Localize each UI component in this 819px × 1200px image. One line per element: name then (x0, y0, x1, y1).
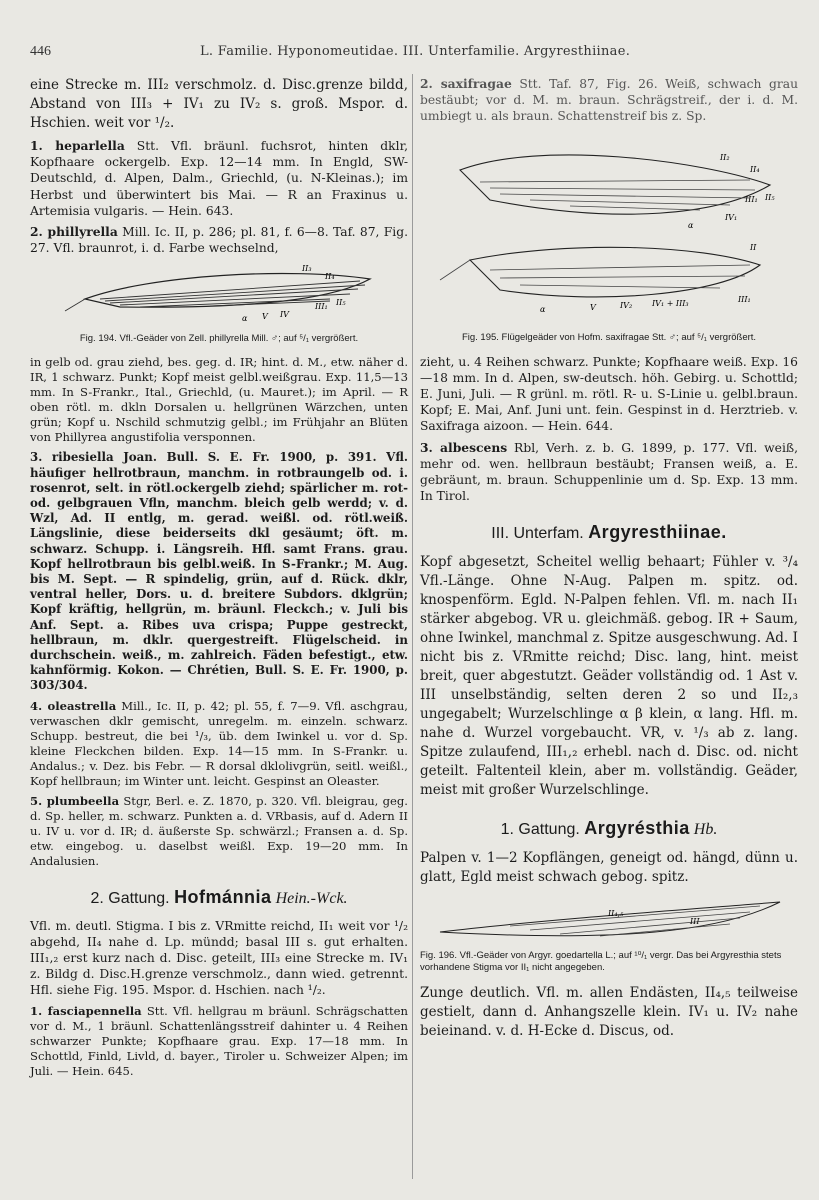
species-text: Stgr, Berl. e. Z. 1870, p. 320. Vfl. bleigrau, geg. d. Sp. heller, m. schwarz. Punkten a. d. VRbasis, auf d. Adern II u. IV u. vor d. IR; d. äußerste Sp. schwärzl.; Fransen a. d. Sp. etw. eingebog. u. daselbst weißl. Exp. 19—20 mm. In Andalusien. (30, 793, 408, 868)
vein-label: II (750, 242, 757, 252)
running-title: L. Familie. Hyponomeutidae. III. Unterfamilie. Argyresthiinae. (200, 44, 631, 59)
vein-label: II₂ (720, 152, 730, 162)
vein-label: II₄ (325, 272, 335, 282)
figure-caption: Fig. 196. Vfl.-Geäder von Argyr. goedartella L.; auf ¹⁰/₁ vergr. Das bei Argyresthia stets vorhandene Stigma vor II₁ nicht angegeben. (420, 950, 782, 974)
subfamily-heading (420, 522, 798, 543)
species-entry-ribesiella (30, 450, 408, 693)
vein-label: II₅ (765, 192, 775, 202)
vein-label: α (540, 304, 546, 314)
figure-196 (420, 892, 798, 974)
species-text-cont: zieht, u. 4 Reihen schwarz. Punkte; Kopfhaare weiß. Exp. 16—18 mm. In d. Alpen, sw-deutsch. höh. Gebirg. u. Schottld; E. Juni, Juli. — R grünl. m. rötl. R- u. S-Linie u. gelbl.braun. Kopf; E. Mai, Anf. Juni unt. fein. Gespinst in d. Herztrieb. v. Saxifraga aizoon. — Hein. 644. (420, 354, 798, 434)
wing-venation-diagram (420, 892, 798, 948)
vein-label: V (262, 312, 268, 322)
species-name: 1. heparlella (30, 138, 125, 153)
heading-prefix: III. Unterfam. (491, 525, 589, 543)
vein-label: IV₁ (725, 212, 738, 222)
vein-label: II₅ (336, 298, 346, 308)
vein-label: II₃ (302, 264, 312, 274)
running-header (30, 44, 790, 66)
species-entry-saxifragae (420, 76, 798, 125)
vein-label: III (690, 917, 700, 927)
species-entry-heparella (30, 138, 408, 219)
figure-195 (420, 130, 798, 344)
species-name: 2. saxifragae (420, 76, 512, 91)
vein-label: IV₂ (620, 300, 633, 310)
species-name: 2. phillyrella (30, 224, 118, 240)
species-entry-plumbeella (30, 794, 408, 869)
intro-paragraph: eine Strecke m. III₂ verschmolz. d. Disc.grenze bildd, Abstand von III₃ + IV₁ zu IV₂ s. groß. Mspor. d. Hschien. weit vor ¹/₂. (30, 77, 408, 131)
subfamily-description: Kopf abgesetzt, Scheitel wellig behaart; Fühler v. ³/₄ Vfl.-Länge. Ohne N-Aug. Palpen m. spitz. od. knospenförm. Egld. N-Palpen fehlen. Vfl. m. nach II₁ stärker abgebog. VR u. gleichmäß. gebog. IR + Saum, ohne Iwinkel, manchmal z. Spitze ausgeschwung. Ad. I nicht bis z. VRmitte reichd; Disc. lang, hint. meist breit, quer abgestutzt. Geäder vollständig od. 1 Ast v. III unselbständig, selten deren 2 so und II₂,₃ ungegabelt; Wurzelschlinge α β klein, α lang. Hfl. m. nahe d. Wurzel vorgebaucht. VR, v. ¹/₃ ab z. lang. Spitze zulaufend, III₁,₂ erhebl. nach d. Disc. od. nicht geteilt. Faltenteil klein, aber m. vollständig. Geäder, meist mit großer Wurzelschlinge. (420, 554, 798, 799)
species-text: Mill. Ic. II, p. 286; pl. 81, f. 6—8. Taf. 87, Fig. 27. Vfl. braunrot, i. d. Farbe wechselnd, (30, 225, 408, 256)
vein-label: III₁ (745, 194, 758, 204)
vein-label: IV₁ + III₃ (652, 298, 689, 308)
genus-description: Palpen v. 1—2 Kopflängen, geneigt od. hängd, dünn u. glatt, Egld meist schwach gebog. spitz. (420, 850, 798, 886)
left-column (30, 76, 408, 1084)
genus-name: Argyrésthia (584, 818, 690, 839)
species-entry-albescens (420, 440, 798, 505)
species-name: 1. fasciapennella (30, 1003, 142, 1018)
vein-label: II₄,₅ (608, 909, 624, 919)
genus-description-cont: Zunge deutlich. Vfl. m. allen Endästen, II₄,₅ teilweise gestielt, dann d. Anhangszelle klein. IV₁ u. IV₂ nahe beieinand. v. d. H-Ecke d. Discus, od. (420, 985, 798, 1040)
species-text: Stt. Taf. 87, Fig. 26. Weiß, schwach grau bestäubt; vor d. M. m. braun. Schrägstreif., der i. d. M. umbiegt u. als braun. Schattenstreif bis z. Sp. (420, 77, 799, 124)
figure-caption: Fig. 194. Vfl.-Geäder von Zell. phillyrella Mill. ♂; auf ⁵/₁ vergrößert. (79, 333, 359, 345)
wing-venation-diagram (30, 261, 408, 331)
species-text: Stt. Vfl. bräunl. fuchsrot, hinten dklr, Kopfhaare ockergelb. Exp. 12—14 mm. In Engld, SW-Deutschld, d. Alpen, Dalm., Griechld, (u. N-Kleinas.); im Herbst und überwintert bis Mai. — R an Fraxinus u. Artemisia vulgaris. — Hein. 643. (30, 139, 408, 218)
species-entry-oleastrella (30, 699, 408, 789)
species-name: 3. ribesiella (30, 450, 114, 465)
species-entry-fasciapennella (30, 1004, 408, 1079)
genus-heading-argyresthia (420, 818, 798, 839)
vein-label: IV (280, 310, 289, 320)
wing-venation-diagram (420, 130, 798, 330)
page-number: 446 (30, 44, 51, 59)
species-text: Stt. Vfl. hellgrau m bräunl. Schrägschatten vor d. M., 1 bräunl. Schattenlängsstreif dahinter u. 4 Reihen schwarzer Punkte; Kopfhaare grau. Exp. 17—18 mm. In Schottld, Finld, Livld, d. bayer., Tiroler u. Schweizer Alpen; im Juli. — Hein. 645. (30, 1003, 408, 1078)
species-text: Mill., Ic. II, p. 42; pl. 55, f. 7—9. Vfl. aschgrau, verwaschen dklr gemischt, unregelm. m. einzeln. schwarz. Schupp. bestreut, die bei ¹/₃, üb. dem Iwinkel u. vor d. Sp. kleine Fleckchen bilden. Exp. 14—15 mm. In S-Frankr. u. Andalus.; v. Dez. bis Febr. — R dorsal dklolivgrün, seitl. weißl., Kopf hellbraun; im Winter unt. leicht. Gespinst an Oleaster. (30, 698, 408, 788)
species-name: 5. plumbeella (30, 793, 120, 808)
species-name: 4. oleastrella (30, 698, 117, 713)
genus-author: Hb. (689, 821, 718, 839)
species-entry-phillyrella (30, 224, 408, 256)
species-text: Joan. Bull. S. E. Fr. 1900, p. 391. Vfl. häufiger hellrotbraun, manchm. in rotbraungelb od. i. rosenrot, selt. in rötl.ockergelb ziehd; spärlicher m. rot- od. gelbgrauen Vfln, manchm. bleich gelb werdd; v. d. Wzl, Ad. II entlg, m. gerad. weißl. od. rötl.weiß. Längslinie, diese beiderseits dkl gesäumt; öft. m. schwarz. Schupp. i. Längsreih. Hfl. samt Frans. grau. Kopf hellrotbraun bis gelbl.weiß. In S-Frankr.; M. Aug. bis M. Sept. — R spindelig, grün, auf d. Rück. dklr, ventral heller, Dors. u. d. breitere Subdors. dklgrün; Kopf kräftig, hellgrün, m. bräunl. Fleckch.; v. Juli bis Anf. Sept. a. Ribes uva crispa; Puppe gestreckt, hellbraun, m. dklr. quergestreift. Flügelscheid. in durchschein. weiß., m. zahlreich. Fäden befestigt., etw. kahnförmig. Kokon. — Chrétien, Bull. S. E. Fr. 1900, p. 303/304. (30, 450, 409, 693)
vein-label: III₁ (315, 302, 328, 312)
species-text-cont: in gelb od. grau ziehd, bes. geg. d. IR; hint. d. M., etw. näher d. IR, 1 schwarz. Punkt; Kopf meist gelbl.weißgrau. Exp. 11,5—13 mm. In S-Frankr., Ital., Griechld, (u. Mauret.); im April. — R oben rötl. m. dkln Dorsalen u. hellgrünen Wärzchen, unten grün; Kopf u. Nschild schmutzig gelbl.; im Frühjahr an Blüten von Phillyrea angustifolia versponnen. (30, 355, 408, 445)
vein-label: II₄ (750, 164, 760, 174)
vein-label: V (590, 302, 596, 312)
heading-prefix: 1. Gattung. (500, 821, 585, 839)
figure-caption: Fig. 195. Flügelgeäder von Hofm. saxifragae Stt. ♂; auf ⁵/₁ vergrößert. (461, 331, 757, 343)
column-divider (412, 74, 413, 1179)
genus-name: Hofmánnia (174, 886, 272, 907)
species-text: Rbl, Verh. z. b. G. 1899, p. 177. Vfl. weiß, mehr od. wen. hellbraun bestäubt; Fransen weiß, a. E. gebräunt, m. braun. Schuppenlinie um d. Sp. Exp. 13 mm. In Tirol. (420, 440, 798, 504)
subfamily-name: Argyresthiinae. (588, 522, 727, 543)
heading-prefix: 2. Gattung. (90, 889, 175, 907)
vein-label: α (242, 314, 248, 324)
vein-label: α (688, 220, 694, 230)
vein-label: III₁ (738, 294, 751, 304)
genus-heading-hofmannia (30, 887, 408, 908)
figure-194 (30, 261, 408, 345)
species-name: 3. albescens (420, 439, 508, 455)
right-column (420, 76, 798, 1046)
genus-author: Hein.-Wck. (271, 889, 348, 907)
genus-description: Vfl. m. deutl. Stigma. I bis z. VRmitte reichd, II₁ weit vor ¹/₂ abgehd, II₄ nahe d. Lp. mündd; basal III s. gut erhalten. III₁,₂ erst kurz nach d. Disc. geteilt, III₃ eine Strecke m. IV₁ z. Bildg d. Disc.H.grenze verschmolz., dann wied. getrennt. Hfl. siehe Fig. 195. Mspor. d. Hschien. nach ¹/₂. (30, 918, 408, 998)
